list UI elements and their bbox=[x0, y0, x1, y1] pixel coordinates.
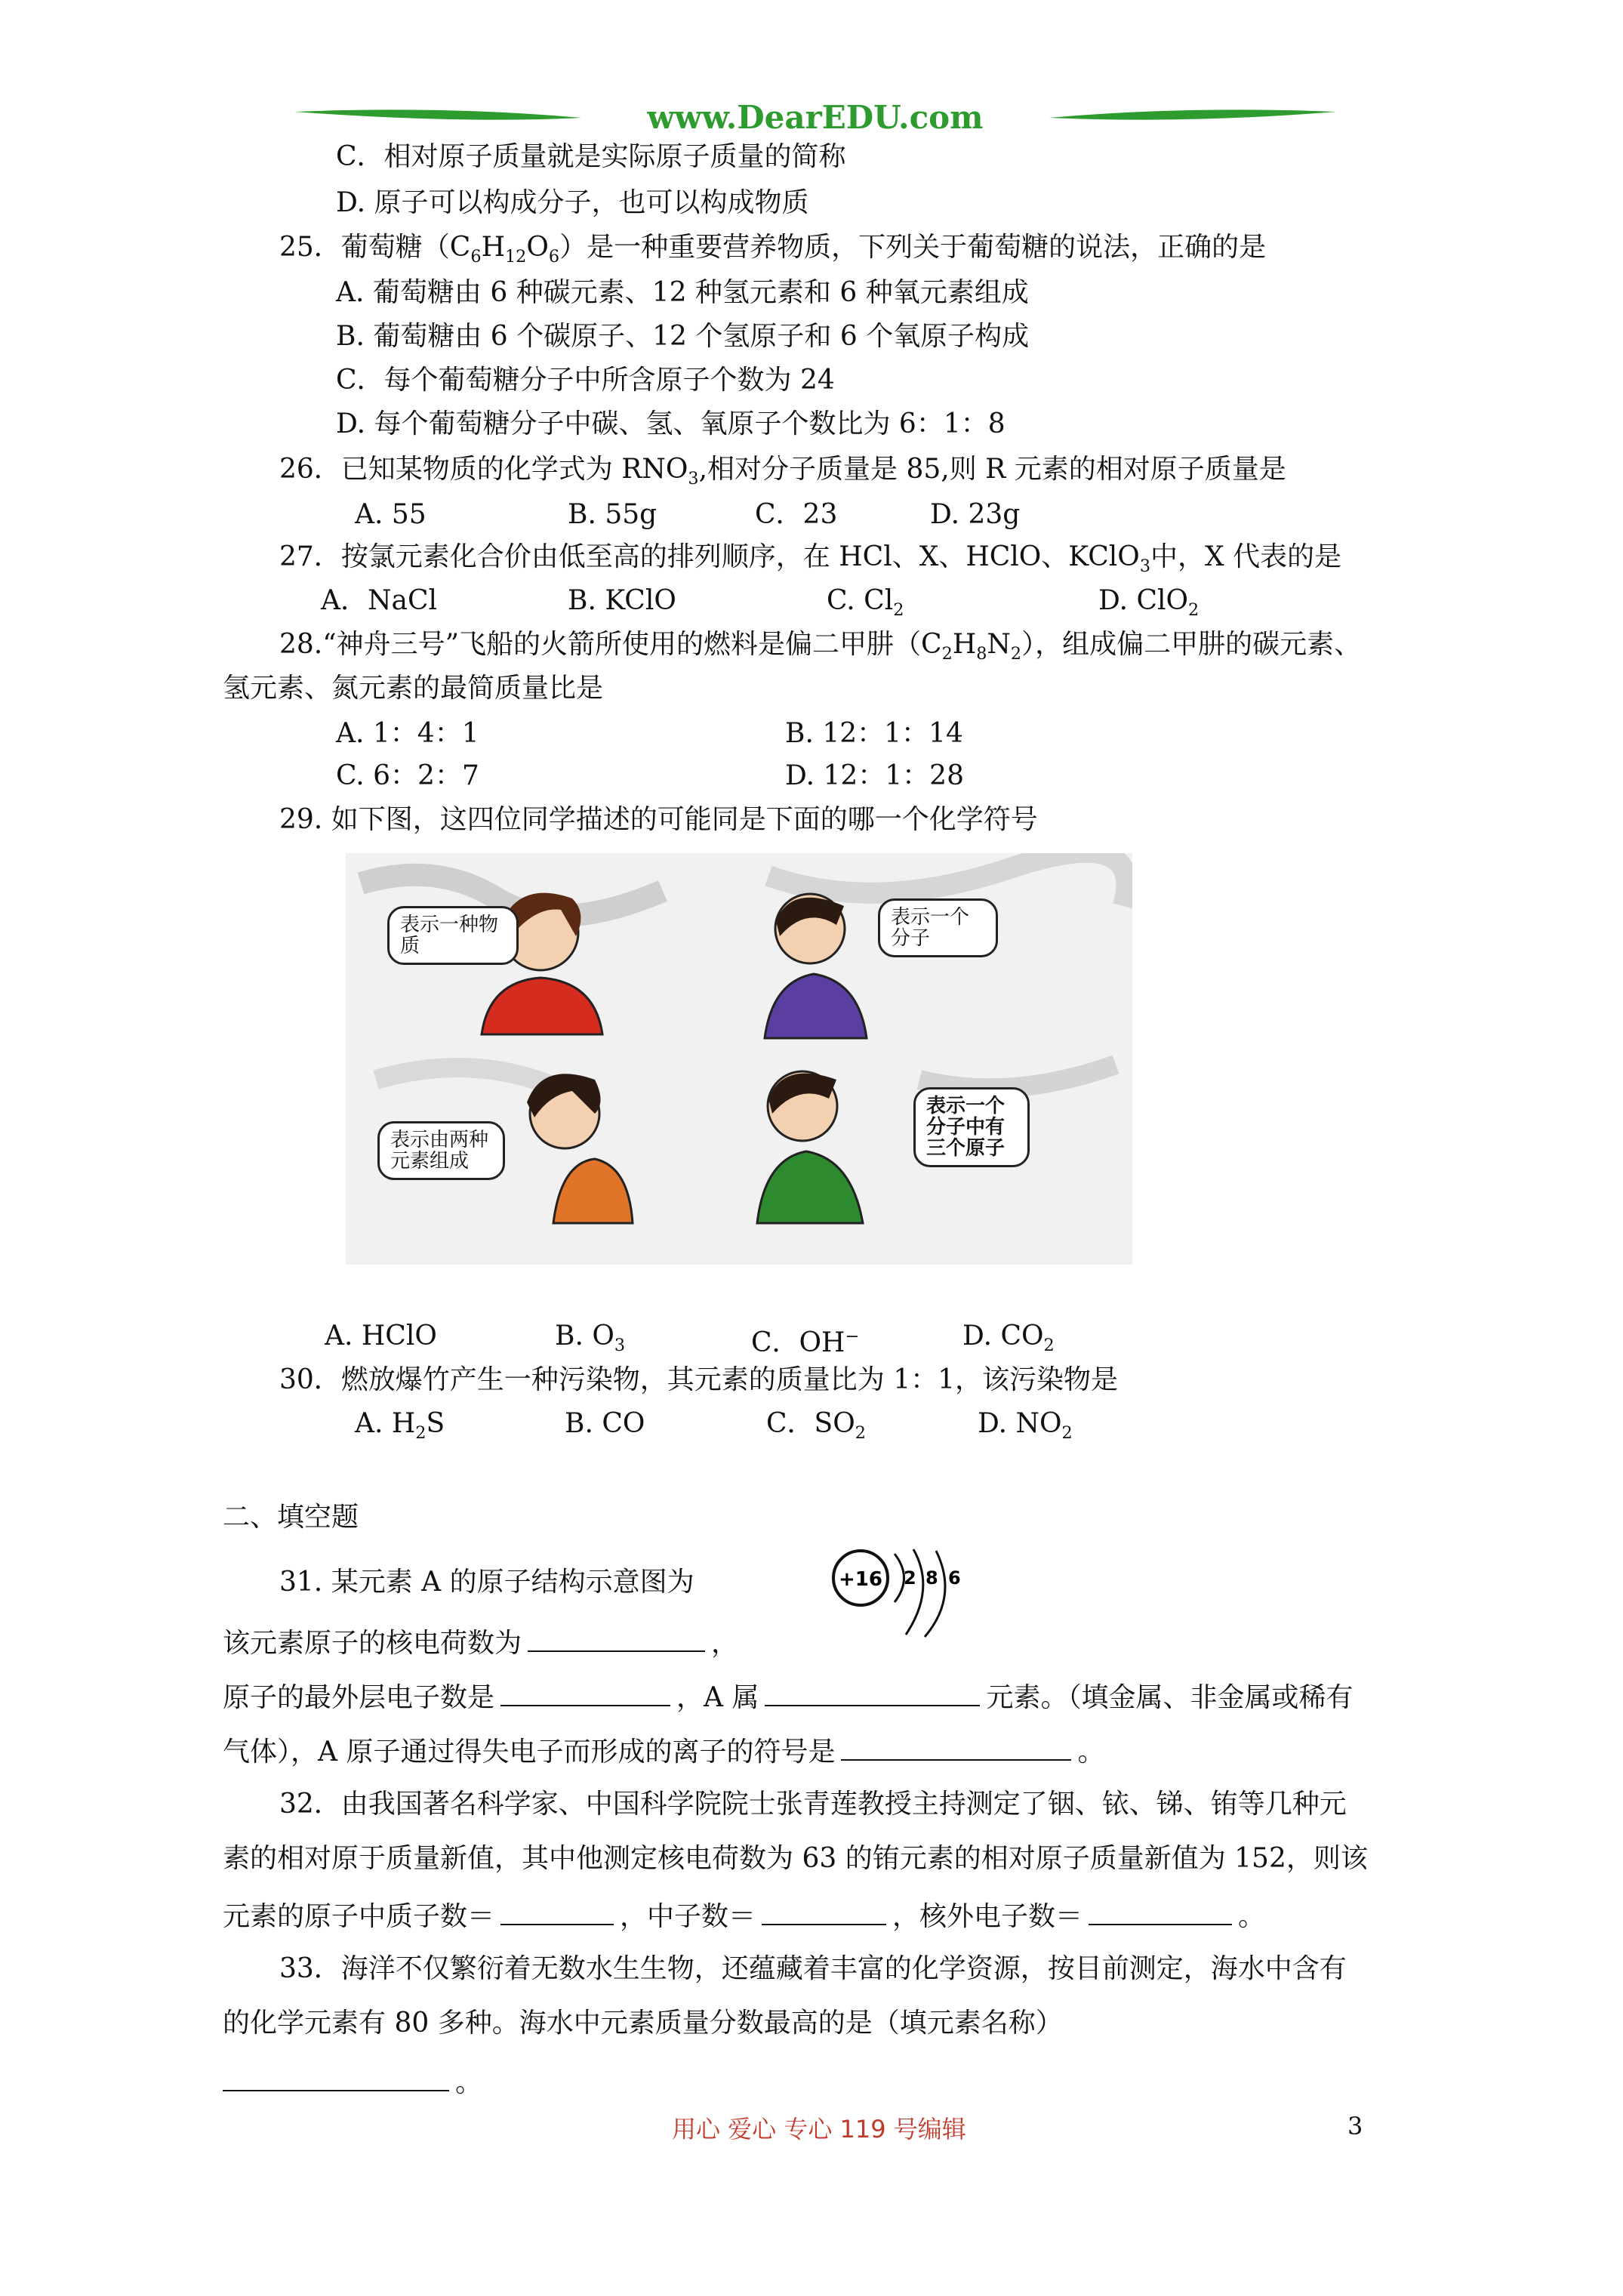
q25-stem: 25．葡萄糖$(C_6H_{12}O_6)$是一种重要营养物质，下列关于葡萄糖的说法，正确的是 bbox=[279, 232, 1267, 267]
student-3-figure bbox=[527, 1074, 633, 1223]
speech-bubble-3: 表示由两种元素组成 bbox=[377, 1121, 505, 1180]
nucleus-charge: +16 bbox=[839, 1568, 882, 1591]
site-name: www.DearEDU.com bbox=[647, 99, 984, 136]
answer-blank-element-name[interactable] bbox=[223, 2063, 449, 2091]
student-2-figure bbox=[765, 894, 867, 1038]
q30-option-b: B. CO bbox=[565, 1408, 645, 1439]
q32-line-1: 32．由我国著名科学家、中国科学院院士张青莲教授主持测定了铟、铱、锑、铕等几种元 bbox=[279, 1789, 1347, 1820]
shell-3-electrons: 6 bbox=[948, 1567, 961, 1589]
q33-line-3: 。 bbox=[223, 2063, 482, 2100]
answer-blank-nuclear-charge[interactable] bbox=[528, 1623, 705, 1652]
q26-option-b: B. 55g bbox=[568, 499, 658, 530]
q28-option-c: C. 6：2：7 bbox=[336, 760, 479, 791]
answer-blank-protons[interactable] bbox=[500, 1897, 614, 1925]
q26-option-c: C．23 bbox=[755, 499, 838, 530]
q33-line-2: 的化学元素有 80 多种。海水中元素质量分数最高的是（填元素名称） bbox=[223, 2008, 1063, 2039]
shell-1-electrons: 2 bbox=[904, 1567, 916, 1589]
atom-structure-diagram bbox=[830, 1548, 996, 1638]
q28-option-d: D. 12：1：28 bbox=[785, 760, 964, 791]
q24-option-c: C．相对原子质量就是实际原子质量的简称 bbox=[336, 141, 846, 172]
q32-line-3: 元素的原子中质子数＝ ，中子数＝ ，核外电子数＝ 。 bbox=[223, 1897, 1265, 1934]
q28-option-b: B. 12：1：14 bbox=[785, 718, 963, 749]
q26-option-a: A. 55 bbox=[355, 499, 427, 530]
q27-option-c: C. $Cl_2$ bbox=[827, 585, 904, 621]
answer-blank-ion-symbol[interactable] bbox=[841, 1732, 1071, 1761]
section-2-title: 二、填空题 bbox=[223, 1502, 359, 1533]
q25-option-c: C．每个葡萄糖分子中所含原子个数为 24 bbox=[336, 365, 835, 396]
shell-2-electrons: 8 bbox=[925, 1567, 938, 1589]
q27-stem: 27．按氯元素化合价由低至高的排列顺序，在 HCl、X、HClO、KClO$_3$中，X 代表的是 bbox=[279, 541, 1342, 577]
q27-option-b: B. KClO bbox=[568, 585, 676, 616]
q26-option-d: D. 23g bbox=[930, 499, 1021, 530]
q29-option-b: B. $O_3$ bbox=[555, 1321, 626, 1356]
speech-bubble-1: 表示一种物质 bbox=[387, 906, 519, 965]
q29-option-c: C．OH− bbox=[751, 1327, 860, 1358]
q33-line-1: 33．海洋不仅繁衍着无数水生生物，还蕴藏着丰富的化学资源，按目前测定，海水中含有 bbox=[279, 1953, 1347, 1984]
students-figure bbox=[346, 853, 1132, 1265]
q29-option-d: D. $CO_2$ bbox=[962, 1321, 1055, 1356]
q31-line-3: 原子的最外层电子数是 ，A 属 元素。（填金属、非金属或稀有 bbox=[223, 1678, 1353, 1715]
q25-option-a: A. 葡萄糖由 6 种碳元素、12 种氢元素和 6 种氧元素组成 bbox=[336, 277, 1029, 308]
q27-option-a: A．NaCl bbox=[321, 585, 438, 616]
q27-option-d: D. ClO$_2$ bbox=[1098, 585, 1200, 621]
q30-option-d: D. $NO_2$ bbox=[978, 1408, 1073, 1444]
q25-option-d: D. 每个葡萄糖分子中碳、氢、氧原子个数比为 6：1：8 bbox=[336, 408, 1006, 439]
q29-option-a: A. HClO bbox=[325, 1321, 437, 1351]
speech-bubble-2: 表示一个分子 bbox=[878, 898, 998, 957]
footer-text: 用心 爱心 专心 119 号编辑 bbox=[672, 2115, 966, 2143]
q31-line-2: 该元素原子的核电荷数为 ， bbox=[223, 1623, 738, 1660]
answer-blank-element-type[interactable] bbox=[765, 1678, 980, 1706]
student-4-figure bbox=[757, 1071, 863, 1223]
answer-blank-outer-electrons[interactable] bbox=[500, 1678, 670, 1706]
q30-stem: 30．燃放爆竹产生一种污染物，其元素的质量比为 1：1，该污染物是 bbox=[279, 1364, 1119, 1395]
q32-line-2: 素的相对原于质量新值，其中他测定核电荷数为 63 的铕元素的相对原子质量新值为 152，则该 bbox=[223, 1843, 1368, 1874]
q30-option-a: A. $H_2S$ bbox=[355, 1408, 445, 1444]
answer-blank-neutrons[interactable] bbox=[762, 1897, 886, 1925]
q28-option-a: A. 1：4：1 bbox=[336, 718, 479, 749]
q24-option-d: D. 原子可以构成分子，也可以构成物质 bbox=[336, 187, 809, 218]
q28-stem-cont: 氢元素、氮元素的最简质量比是 bbox=[223, 673, 604, 704]
site-header-logo bbox=[294, 98, 1336, 143]
q26-stem: 26．已知某物质的化学式为 $RNO_3$,相对分子质量是 85,则 R 元素的相对原子质量是 bbox=[279, 454, 1286, 489]
speech-bubble-4: 表示一个分子中有三个原子 bbox=[913, 1087, 1030, 1167]
answer-blank-electrons[interactable] bbox=[1089, 1897, 1232, 1925]
q25-option-b: B. 葡萄糖由 6 个碳原子、12 个氢原子和 6 个氧原子构成 bbox=[336, 321, 1030, 352]
page-number: 3 bbox=[1347, 2112, 1363, 2140]
q30-option-c: C．$SO_2$ bbox=[766, 1408, 866, 1444]
q31-line-4: 气体），A 原子通过得失电子而形成的离子的符号是 。 bbox=[223, 1732, 1104, 1769]
q29-stem: 29. 如下图，这四位同学描述的可能同是下面的哪一个化学符号 bbox=[279, 804, 1038, 835]
q28-stem: 28.“神舟三号”飞船的火箭所使用的燃料是偏二甲肼$(C_2H_8N_2)$，组成偏二甲肼的碳元素、 bbox=[279, 629, 1362, 664]
q31-stem: 31. 某元素 A 的原子结构示意图为 bbox=[279, 1567, 694, 1598]
